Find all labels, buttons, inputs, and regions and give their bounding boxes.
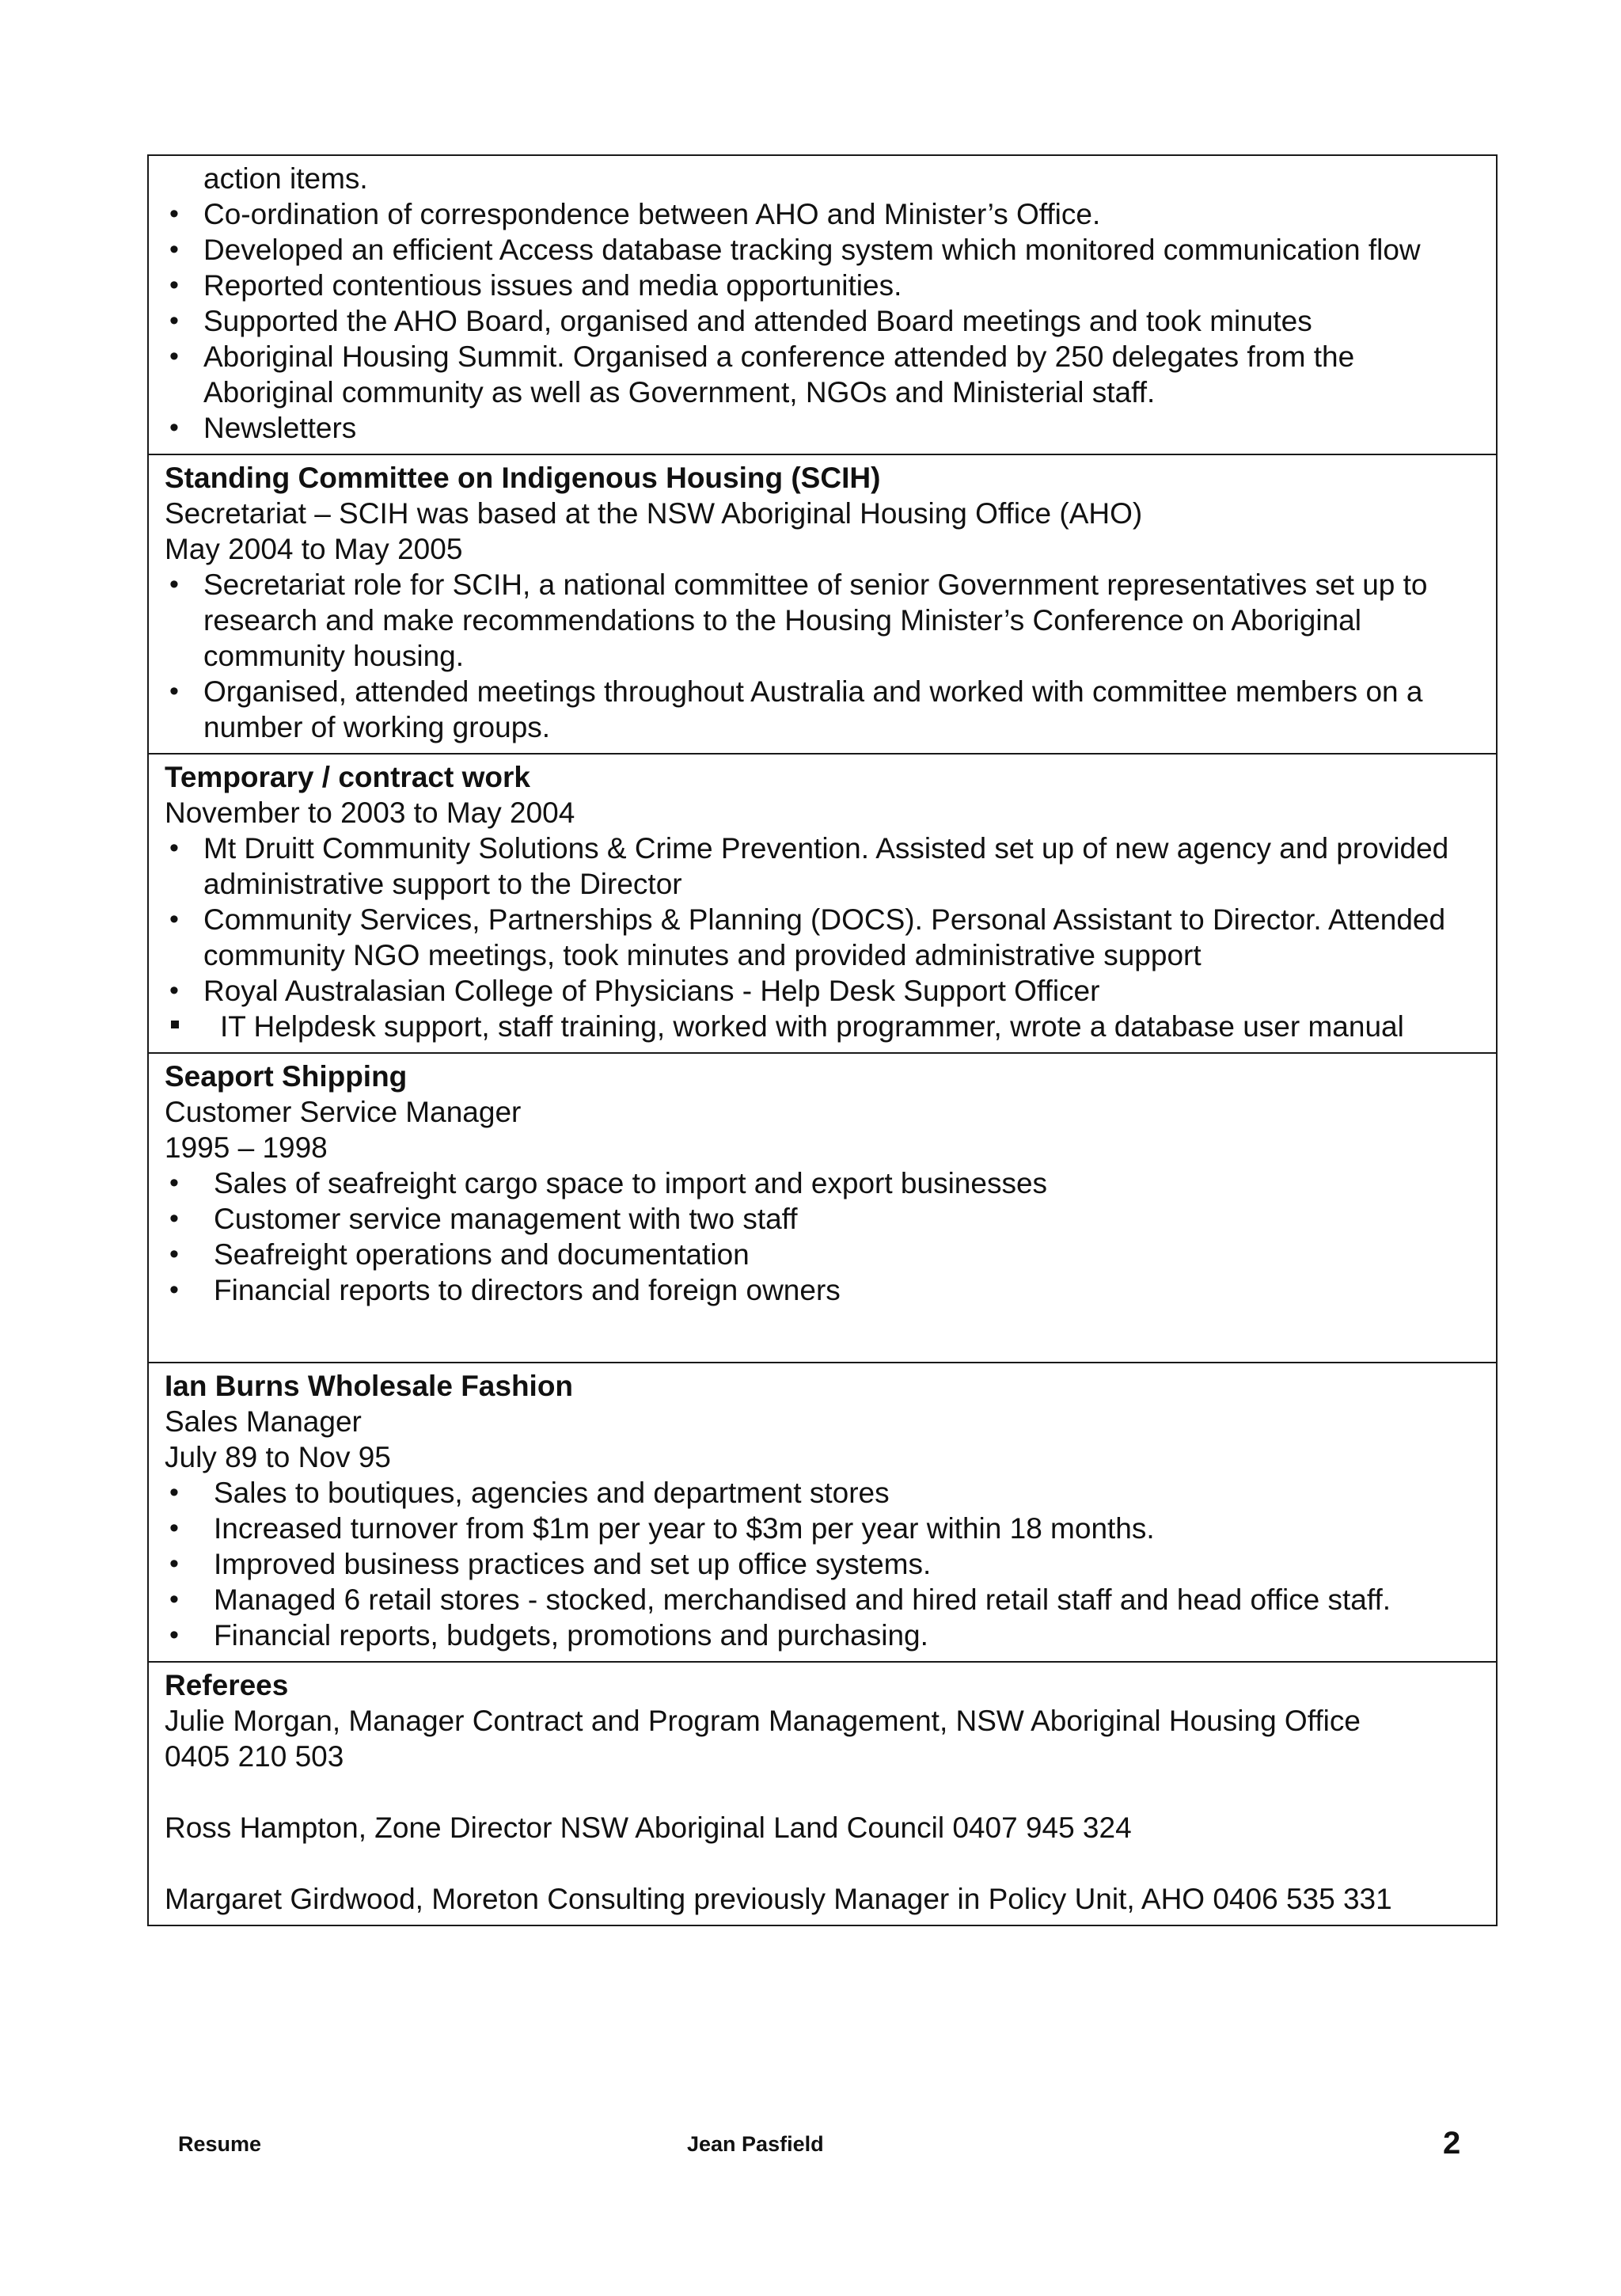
job-dates: November to 2003 to May 2004 (165, 796, 575, 829)
section-seaport (148, 1053, 1497, 1363)
section-scih (148, 454, 1497, 754)
section-ianburns (148, 1363, 1497, 1662)
scih-bullet-list (165, 567, 1480, 745)
list-item: • Community Services, Partnerships & Planning (DOCS). Personal Assistant to Director. Attended community NGO meetings, took minutes and provided administrative support (165, 902, 1480, 973)
footer-document-title: Resume (178, 2132, 262, 2156)
list-item: • Organised, attended meetings throughout Australia and worked with committee members on a number of working groups. (165, 674, 1480, 745)
list-item: • Improved business practices and set up office systems. (165, 1546, 1480, 1582)
list-item: • Developed an efficient Access database tracking system which monitored communication flow (165, 232, 1480, 268)
list-item: • Financial reports to directors and foreign owners (165, 1272, 1480, 1308)
section-heading: Referees (165, 1669, 289, 1701)
section-aho-cell (148, 155, 1497, 454)
list-item: • Reported contentious issues and media opportunities. (165, 268, 1480, 303)
list-item: • Managed 6 retail stores - stocked, merchandised and hired retail staff and head office staff. (165, 1582, 1480, 1617)
list-item: • Secretariat role for SCIH, a national committee of senior Government representatives set up to research and make recommendations to the Housing Minister’s Conference on Aboriginal community housing. (165, 567, 1480, 674)
referee-2: Ross Hampton, Zone Director NSW Aboriginal Land Council 0407 945 324 (165, 1811, 1132, 1844)
list-item: • Supported the AHO Board, organised and attended Board meetings and took minutes (165, 303, 1480, 339)
list-item: • Royal Australasian College of Physicians - Help Desk Support Officer (165, 973, 1480, 1009)
seaport-bullet-list (165, 1165, 1480, 1308)
job-dates: 1995 – 1998 (165, 1131, 328, 1164)
job-role: Secretariat – SCIH was based at the NSW Aboriginal Housing Office (AHO) (165, 497, 1143, 530)
list-item: • Financial reports, budgets, promotions and purchasing. (165, 1617, 1480, 1653)
page-footer (0, 2126, 1621, 2165)
spacer (165, 1774, 1480, 1810)
page-number: 2 (1443, 2126, 1461, 2161)
section-ianburns-cell (148, 1363, 1497, 1662)
temp-bullet-list (165, 831, 1480, 1009)
section-heading: Seaport Shipping (165, 1060, 408, 1093)
list-item: • Aboriginal Housing Summit. Organised a conference attended by 250 delegates from the Aboriginal community as well as Government, NGOs and Ministerial staff. (165, 339, 1480, 410)
sub-list-item: IT Helpdesk support, staff training, worked with programmer, wrote a database user manual (165, 1009, 1480, 1044)
resume-table (147, 154, 1498, 1926)
list-item: • Customer service management with two staff (165, 1201, 1480, 1237)
temp-sub-bullet-list (165, 1009, 1480, 1044)
list-item: • Sales of seafreight cargo space to import and export businesses (165, 1165, 1480, 1201)
referee-1-phone: 0405 210 503 (165, 1740, 344, 1773)
list-item: • Seafreight operations and documentation (165, 1237, 1480, 1272)
section-heading: Ian Burns Wholesale Fashion (165, 1370, 574, 1402)
list-item: • Co-ordination of correspondence between AHO and Minister’s Office. (165, 196, 1480, 232)
job-role: Sales Manager (165, 1405, 362, 1438)
footer-author-name: Jean Pasfield (687, 2132, 824, 2156)
spacer (165, 1846, 1480, 1881)
section-aho (148, 155, 1497, 454)
section-heading: Standing Committee on Indigenous Housing (SCIH) (165, 462, 881, 494)
list-item: • Mt Druitt Community Solutions & Crime Prevention. Assisted set up of new agency and provided administrative support to the Director (165, 831, 1480, 902)
job-dates: May 2004 to May 2005 (165, 533, 463, 565)
list-item: • Newsletters (165, 410, 1480, 446)
section-temp (148, 754, 1497, 1053)
list-item: • Increased turnover from $1m per year to $3m per year within 18 months. (165, 1511, 1480, 1546)
section-temp-cell (148, 754, 1497, 1053)
section-referees (148, 1662, 1497, 1925)
referee-3: Margaret Girdwood, Moreton Consulting previously Manager in Policy Unit, AHO 0406 535 331 (165, 1883, 1392, 1915)
section-referees-cell (148, 1662, 1497, 1925)
ianburns-bullet-list (165, 1475, 1480, 1653)
referee-1-details: Julie Morgan, Manager Contract and Program Management, NSW Aboriginal Housing Office (165, 1705, 1361, 1737)
section-scih-cell (148, 454, 1497, 754)
aho-bullet-list (165, 196, 1480, 446)
section-seaport-cell (148, 1053, 1497, 1363)
section-heading: Temporary / contract work (165, 761, 530, 793)
job-role: Customer Service Manager (165, 1096, 522, 1128)
continuation-text: action items. (203, 162, 368, 195)
job-dates: July 89 to Nov 95 (165, 1441, 391, 1473)
list-item: • Sales to boutiques, agencies and department stores (165, 1475, 1480, 1511)
